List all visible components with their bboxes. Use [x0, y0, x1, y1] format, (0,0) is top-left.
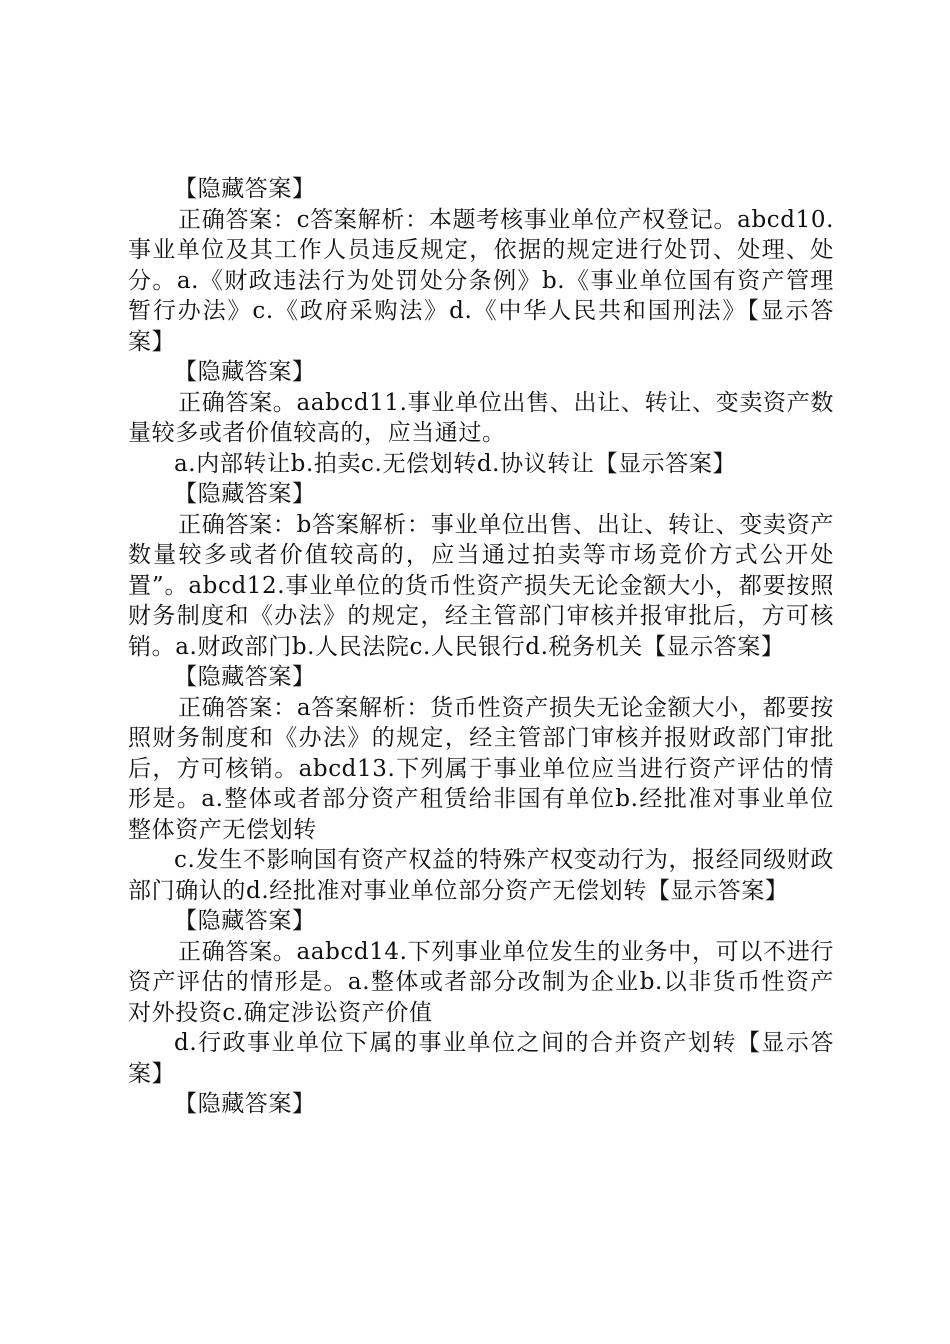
hide-answer-link[interactable]: 【隐藏答案】	[174, 1091, 316, 1117]
document-body	[128, 174, 834, 1120]
options-paragraph: c.发生不影响国有资产权益的特殊产权变动行为，报经同级财政部门确认的d.经批准对事业单位部分资产无偿划转【显示答案】	[128, 847, 834, 904]
answer-paragraph: 正确答案：b答案解析：事业单位出售、出让、转让、变卖资产数量较多或者价值较高的，应当通过拍卖等市场竞价方式公开处置”。abcd12.事业单位的货币性资产损失无论金额大小，都要按照财务制度和《办法》的规定，经主管部门审核并报审批后，方可核销。a.财政部门b.人民法院c.人民银行d.税务机关【显示答案】	[128, 511, 834, 660]
options-paragraph: d.行政事业单位下属的事业单位之间的合并资产划转【显示答案】	[128, 1030, 834, 1087]
question-paragraph: 正确答案。aabcd11.事业单位出售、出让、转让、变卖资产数量较多或者价值较高的，应当通过。	[128, 389, 834, 446]
hide-answer-link[interactable]: 【隐藏答案】	[174, 359, 316, 385]
hide-answer-link[interactable]: 【隐藏答案】	[174, 176, 316, 202]
options-paragraph: a.内部转让b.拍卖c.无偿划转d.协议转让【显示答案】	[174, 450, 737, 477]
question-paragraph: 正确答案。aabcd14.下列事业单位发生的业务中，可以不进行资产评估的情形是。a.整体或者部分改制为企业b.以非货币性资产对外投资c.确定涉讼资产价值	[128, 938, 834, 1026]
answer-paragraph: 正确答案：a答案解析：货币性资产损失无论金额大小，都要按照财务制度和《办法》的规定，经主管部门审核并报财政部门审批后，方可核销。abcd13.下列属于事业单位应当进行资产评估的情形是。a.整体或者部分资产租赁给非国有单位b.经批准对事业单位整体资产无偿划转	[128, 694, 834, 843]
answer-paragraph: 正确答案：c答案解析：本题考核事业单位产权登记。abcd10.事业单位及其工作人员违反规定，依据的规定进行处罚、处理、处分。a.《财政违法行为处罚处分条例》b.《事业单位国有资产管理暂行办法》c.《政府采购法》d.《中华人民共和国刑法》【显示答案】	[128, 206, 834, 355]
hide-answer-link[interactable]: 【隐藏答案】	[174, 664, 316, 690]
hide-answer-link[interactable]: 【隐藏答案】	[174, 908, 316, 934]
hide-answer-link[interactable]: 【隐藏答案】	[174, 481, 316, 507]
